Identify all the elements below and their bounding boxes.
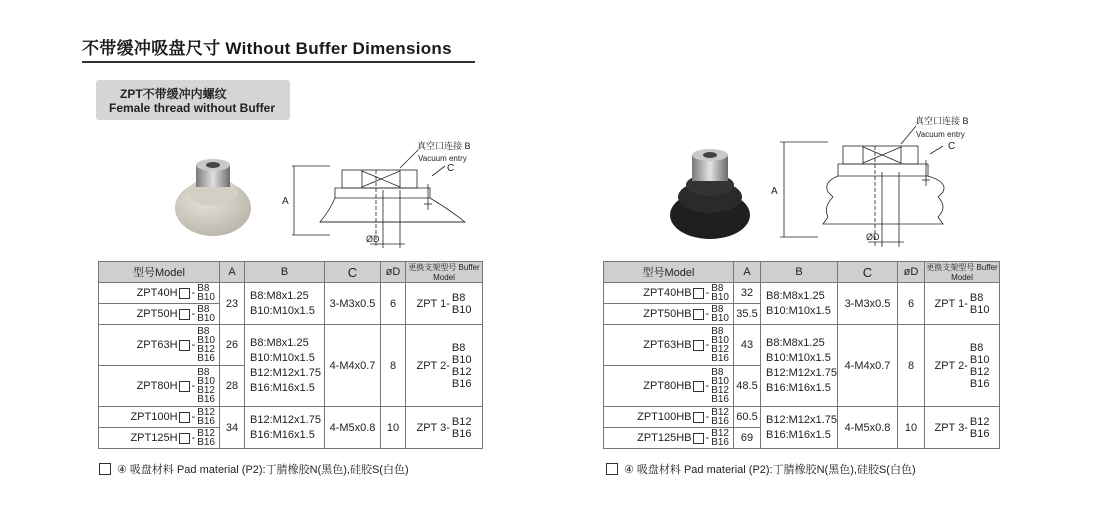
dim-a-value: 23 (220, 283, 245, 325)
option-checkbox[interactable] (179, 340, 190, 351)
model-prefix: ZPT80H (136, 380, 178, 392)
dim-a-value: 28 (220, 366, 245, 407)
dim-a-value: 69 (734, 428, 761, 449)
model-option: B10 (711, 313, 729, 324)
model-option: B12 (197, 407, 215, 418)
title-rule (82, 61, 475, 63)
option-checkbox[interactable] (693, 381, 704, 392)
option-checkbox[interactable] (179, 433, 190, 444)
model-prefix: ZPT50H (136, 308, 178, 320)
header-model: 型号Model (604, 262, 734, 283)
material-note-text: ④ 吸盘材料 Pad material (P2):丁腈橡胶N(黑色),硅胶S(白色) (624, 464, 916, 476)
header-buffer: 更换支架型号 Buffer Model (926, 263, 998, 282)
dim-a-value: 60.5 (734, 407, 761, 428)
model-option: B10 (711, 335, 729, 346)
model-option: B8 (197, 304, 210, 315)
vacuum-label-cn: 真空口连接 B (417, 141, 471, 151)
dim-c-value: 3-M3x0.5 (325, 283, 381, 325)
subtitle-cn: ZPT不带缓冲内螺纹 (120, 87, 227, 101)
thread-b-cell (245, 325, 325, 407)
dim-d-value: 8 (381, 325, 406, 407)
dim-d-value: 6 (381, 283, 406, 325)
dim-a-value: 26 (220, 325, 245, 366)
model-prefix: ZPT40H (136, 287, 178, 299)
model-prefix: ZPT125HB (637, 432, 692, 444)
buffer-prefix: ZPT 2- (934, 359, 968, 372)
model-option: B12 (711, 385, 729, 396)
thread-value: B12:M12x1.75 (250, 366, 321, 379)
right-dimension-drawing (768, 112, 993, 252)
table-row: ZPT80H - B8 B10 B12 B16 (99, 366, 220, 407)
dim-d-value: 8 (898, 325, 925, 407)
vacuum-label-en: Vacuum entry (418, 154, 467, 163)
thread-value: B8:M8x1.25 (766, 289, 825, 302)
thread-value: B16:M16x1.5 (250, 381, 315, 394)
thread-b-cell (245, 407, 325, 449)
model-option: B8 (711, 304, 724, 315)
model-option: B16 (711, 353, 729, 364)
thread-value: B8:M8x1.25 (766, 336, 825, 349)
header-a: A (220, 262, 245, 283)
dim-d-label: ØD (866, 232, 880, 242)
table-row: ZPT40H - B8 B10 (99, 283, 220, 304)
buffer-prefix: ZPT 3- (416, 421, 450, 434)
model-option: B16 (711, 437, 729, 448)
table-row: ZPT40HB - B8 B10 (604, 283, 734, 304)
product-photo-nbr (665, 145, 755, 245)
model-option: B12 (197, 344, 215, 355)
model-option: B10 (711, 376, 729, 387)
dim-c-value: 4-M4x0.7 (325, 325, 381, 407)
model-option: B16 (197, 394, 215, 405)
buffer-option: B8 (451, 341, 466, 354)
dim-c-value: 4-M5x0.8 (838, 407, 898, 449)
dim-d-value: 10 (898, 407, 925, 449)
thread-value: B16:M16x1.5 (766, 381, 831, 394)
dim-d-value: 6 (898, 283, 925, 325)
buffer-option: B12 (451, 415, 472, 428)
thread-value: B8:M8x1.25 (250, 289, 309, 302)
option-checkbox[interactable] (179, 412, 190, 423)
material-note-text: ④ 吸盘材料 Pad material (P2):丁腈橡胶N(黑色),硅胶S(白色) (117, 464, 409, 476)
table-row: ZPT63HB - B8 B10 B12 B16 (604, 325, 734, 366)
buffer-model-cell (925, 283, 1000, 325)
material-note (606, 461, 916, 477)
model-option: B12 (197, 385, 215, 396)
option-checkbox[interactable] (693, 412, 704, 423)
thread-value: B12:M12x1.75 (250, 413, 321, 426)
model-option: B8 (711, 367, 724, 378)
subtitle-box (96, 80, 290, 120)
buffer-option: B16 (451, 377, 472, 390)
dim-a-label: A (771, 186, 778, 197)
buffer-model-cell (406, 407, 483, 449)
dim-c-value: 3-M3x0.5 (838, 283, 898, 325)
buffer-option: B16 (969, 427, 990, 440)
dim-c-value: 4-M4x0.7 (838, 325, 898, 407)
model-option: B8 (711, 326, 724, 337)
header-c: C (325, 262, 381, 283)
material-note (99, 461, 409, 477)
buffer-option: B10 (969, 303, 990, 316)
thread-value: B10:M10x1.5 (250, 351, 315, 364)
buffer-option: B16 (451, 427, 472, 440)
option-checkbox[interactable] (693, 309, 704, 320)
model-option: B8 (197, 326, 210, 337)
option-checkbox[interactable] (693, 433, 704, 444)
thread-value: B12:M12x1.75 (766, 413, 837, 426)
dim-c-value: 4-M5x0.8 (325, 407, 381, 449)
model-option: B16 (197, 416, 215, 427)
dim-a-value: 35.5 (734, 304, 761, 325)
model-option: B16 (197, 353, 215, 364)
dim-a-value: 43 (734, 325, 761, 366)
table-row: ZPT125HB - B12 B16 (604, 428, 734, 449)
dim-a-value: 34 (220, 407, 245, 449)
thread-b-cell (761, 407, 838, 449)
model-option: B16 (711, 394, 729, 405)
option-checkbox[interactable] (179, 288, 190, 299)
model-option: B10 (197, 335, 215, 346)
left-dimension-drawing (280, 140, 505, 252)
thread-value: B10:M10x1.5 (766, 351, 831, 364)
table-row: ZPT80HB - B8 B10 B12 B16 (604, 366, 734, 407)
buffer-option: B8 (969, 291, 984, 304)
dim-c-label: C (948, 141, 956, 152)
header-d: øD (898, 262, 925, 283)
buffer-prefix: ZPT 1- (416, 297, 450, 310)
model-option: B16 (711, 416, 729, 427)
model-prefix: ZPT40HB (643, 287, 692, 299)
model-option: B10 (197, 376, 215, 387)
dim-d-label: ØD (366, 234, 380, 244)
buffer-model-cell (406, 283, 483, 325)
thread-value: B12:M12x1.75 (766, 366, 837, 379)
model-option: B8 (197, 367, 210, 378)
table-row: ZPT50HB - B8 B10 (604, 304, 734, 325)
left-spec-table (98, 261, 483, 449)
table-row: ZPT125H - B12 B16 (99, 428, 220, 449)
model-prefix: ZPT63H (136, 339, 178, 351)
buffer-option: B8 (969, 341, 984, 354)
option-checkbox[interactable] (693, 340, 704, 351)
page-title: 不带缓冲吸盘尺寸 Without Buffer Dimensions (82, 39, 452, 58)
option-checkbox[interactable] (179, 381, 190, 392)
header-model: 型号Model (99, 262, 220, 283)
model-prefix: ZPT100HB (637, 411, 692, 423)
buffer-option: B12 (451, 365, 472, 378)
model-prefix: ZPT63HB (643, 339, 692, 351)
model-option: B16 (197, 437, 215, 448)
model-option: B12 (711, 407, 729, 418)
model-option: B12 (711, 428, 729, 439)
buffer-prefix: ZPT 1- (934, 297, 968, 310)
model-prefix: ZPT50HB (643, 308, 692, 320)
material-checkbox[interactable] (99, 463, 111, 475)
subtitle-en: Female thread without Buffer (109, 101, 276, 115)
dim-d-value: 10 (381, 407, 406, 449)
buffer-option: B12 (969, 415, 990, 428)
buffer-prefix: ZPT 3- (934, 421, 968, 434)
buffer-model-cell (406, 325, 483, 407)
vacuum-label-en: Vacuum entry (916, 130, 965, 139)
buffer-option: B12 (969, 365, 990, 378)
thread-value: B10:M10x1.5 (250, 304, 315, 317)
model-option: B8 (197, 283, 210, 294)
header-a: A (734, 262, 761, 283)
buffer-option: B8 (451, 291, 466, 304)
thread-b-cell (761, 325, 838, 407)
model-prefix: ZPT80HB (643, 380, 692, 392)
header-c: C (838, 262, 898, 283)
buffer-option: B10 (451, 353, 472, 366)
thread-value: B16:M16x1.5 (766, 428, 831, 441)
material-checkbox[interactable] (606, 463, 618, 475)
dim-a-value: 48.5 (734, 366, 761, 407)
buffer-model-cell (925, 407, 1000, 449)
header-b: B (761, 262, 838, 283)
product-photo-silicone (168, 150, 258, 245)
model-prefix: ZPT125H (130, 432, 178, 444)
model-prefix: ZPT100H (130, 411, 178, 423)
buffer-option: B10 (969, 353, 990, 366)
buffer-option: B10 (451, 303, 472, 316)
header-b: B (245, 262, 325, 283)
model-option: B10 (197, 292, 215, 303)
model-option: B12 (711, 344, 729, 355)
table-row: ZPT50H - B8 B10 (99, 304, 220, 325)
thread-b-cell (761, 283, 838, 325)
buffer-model-cell (925, 325, 1000, 407)
model-option: B12 (197, 428, 215, 439)
table-row: ZPT100H - B12 B16 (99, 407, 220, 428)
table-row: ZPT63H - B8 B10 B12 B16 (99, 325, 220, 366)
table-row: ZPT100HB - B12 B16 (604, 407, 734, 428)
option-checkbox[interactable] (179, 309, 190, 320)
right-spec-table (603, 261, 1000, 449)
thread-value: B10:M10x1.5 (766, 304, 831, 317)
buffer-prefix: ZPT 2- (416, 359, 450, 372)
vacuum-label-cn: 真空口连接 B (915, 116, 969, 126)
model-option: B10 (711, 292, 729, 303)
model-option: B8 (711, 283, 724, 294)
thread-b-cell (245, 283, 325, 325)
dim-a-label: A (282, 196, 289, 207)
option-checkbox[interactable] (693, 288, 704, 299)
thread-value: B16:M16x1.5 (250, 428, 315, 441)
header-d: øD (381, 262, 406, 283)
dim-a-value: 32 (734, 283, 761, 304)
thread-value: B8:M8x1.25 (250, 336, 309, 349)
dim-c-label: C (447, 163, 455, 174)
buffer-option: B16 (969, 377, 990, 390)
header-buffer: 更换支架型号 Buffer Model (406, 262, 483, 283)
model-option: B10 (197, 313, 215, 324)
